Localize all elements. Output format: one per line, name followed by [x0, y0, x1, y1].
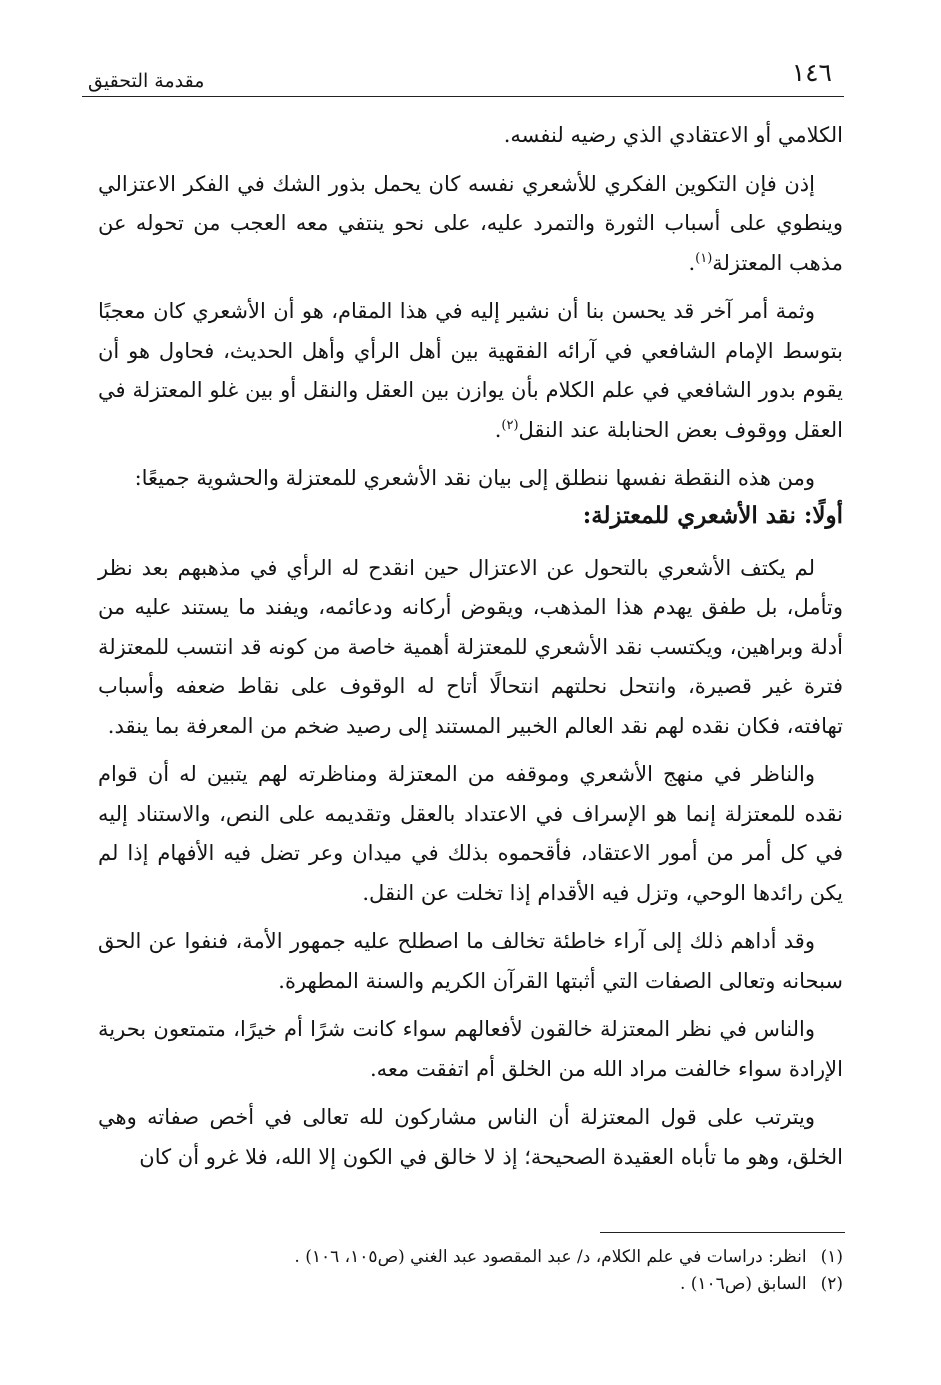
- paragraph-3-text: وثمة أمر آخر قد يحسن بنا أن نشير إليه في هذا المقام، هو أن الأشعري كان معجبًا بتوسط الإمام الشافعي في آرائه الفقهية بين أهل الرأي وأهل الحديث، فحاول هو أن يقوم بدور الشافعي في علم الكلام بأن يوازن بين العقل والنقل أو بين غلو المعتزلة في العقل ووقوف بعض الحنابلة عند النقل: [98, 299, 843, 442]
- page-header: [82, 56, 844, 97]
- footnote-1-text: انظر: دراسات في علم الكلام، د/ عبد المقصود عبد الغني (ص١٠٥، ١٠٦) .: [294, 1247, 807, 1267]
- paragraph-8: والناس في نظر المعتزلة خالقون لأفعالهم سواء كانت شرًا أم خيرًا، متمتعون بحرية الإرادة سواء خالفت مراد الله من الخلق أم اتفقت معه.: [98, 1017, 843, 1081]
- paragraph-4: ومن هذه النقطة نفسها ننطلق إلى بيان نقد الأشعري للمعتزلة والحشوية جميعًا:: [134, 466, 815, 490]
- paragraph-3: [98, 292, 843, 450]
- footnote-2: [98, 1271, 843, 1298]
- page-number: ١٤٦: [791, 58, 832, 87]
- paragraph-2-end: .: [688, 250, 696, 275]
- paragraph-3-end: .: [494, 417, 502, 442]
- footnotes: [98, 1244, 843, 1298]
- footnote-ref-1[interactable]: (١): [695, 250, 713, 266]
- paragraph-7: وقد أداهم ذلك إلى آراء خاطئة تخالف ما اصطلح عليه جمهور الأمة، فنفوا عن الحق سبحانه وتعالى الصفات التي أثبتها القرآن الكريم والسنة المطهرة.: [98, 929, 843, 993]
- paragraph-2-text: إذن فإن التكوين الفكري للأشعري نفسه كان يحمل بذور الشك في الفكر الاعتزالي وينطوي على أسباب الثورة والتمرد عليه، على نحو ينتفي معه العجب من تحوله عن مذهب المعتزلة: [98, 171, 843, 275]
- footnote-divider: [600, 1232, 845, 1233]
- footnote-ref-2[interactable]: (٢): [501, 417, 519, 433]
- running-head: مقدمة التحقيق: [88, 70, 205, 92]
- paragraph-2: [98, 165, 843, 284]
- footnote-2-text: السابق (ص١٠٦) .: [679, 1274, 807, 1294]
- main-text: [98, 116, 843, 1186]
- paragraph-9: ويترتب على قول المعتزلة أن الناس مشاركون لله تعالى في أخص صفاته وهي الخلق، وهو ما تأباه العقيدة الصحيحة؛ إذ لا خالق في الكون إلا الله، فلا غرو أن كان: [98, 1105, 843, 1169]
- paragraph-5: لم يكتف الأشعري بالتحول عن الاعتزال حين انقدح له الرأي في مذهبهم بعد نظر وتأمل، بل طفق يهدم هذا المذهب، ويقوض أركانه ودعائمه، ويفند ما يستند عليه من أدلة وبراهين، ويكتسب نقد الأشعري للمعتزلة أهمية خاصة من كونه قد انتسب للمعتزلة فترة غير قصيرة، وانتحل نحلتهم انتحالًا أتاح له الوقوف على نقاط ضعفه وأسباب تهافته، فكان نقده لهم نقد العالم الخبير المستند إلى رصيد ضخم من المعرفة بما ينقد.: [98, 555, 843, 738]
- paragraph-1: الكلامي أو الاعتقادي الذي رضيه لنفسه.: [503, 123, 843, 147]
- paragraph-6: والناظر في منهج الأشعري وموقفه من المعتزلة ومناظرته لهم يتبين له أن قوام نقده للمعتزلة إنما هو الإسراف في الاعتداد بالعقل وتقديمه على النص، والاستناد إليه في كل أمر من أمور الاعتقاد، فأقحموه بذلك في ميدان وعر تضل فيه الأفهام إذا لم يكن رائدها الوحي، وتزل فيه الأقدام إذا تخلت عن النقل.: [98, 762, 843, 905]
- footnote-2-mark: (٢): [820, 1274, 843, 1294]
- footnote-1-mark: (١): [820, 1247, 843, 1267]
- footnote-1: [98, 1244, 843, 1271]
- section-heading: أولًا: نقد الأشعري للمعتزلة:: [582, 501, 843, 529]
